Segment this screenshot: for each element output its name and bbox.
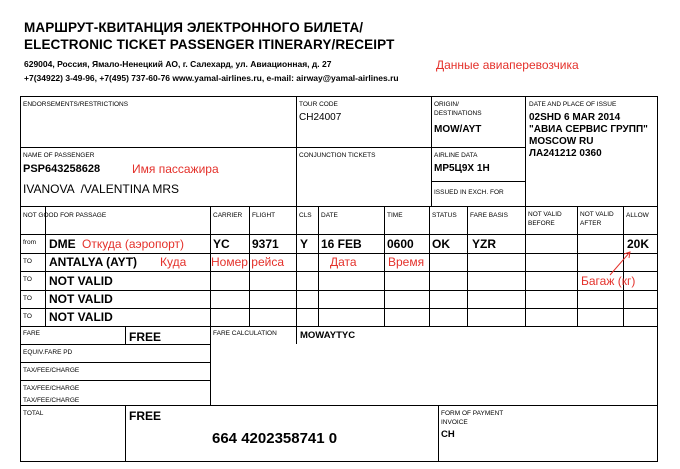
annotation-passenger: Имя пассажира [132,162,219,176]
fare-calculation-label: FARE CALCULATION [213,330,277,337]
carrier-label: CARRIER [213,212,243,219]
not-valid-before-label-1: NOT VALID [528,211,562,218]
flight-label: FLIGHT [252,212,276,219]
booking-class: Y [300,237,309,251]
endorsements-label: ENDORSEMENTS/RESTRICTIONS [23,101,129,108]
annotation-destination: Куда [160,255,187,269]
to-label-2: TO [23,276,32,283]
annotation-date: Дата [330,255,357,269]
fare-basis-label: FARE BASIS [470,212,508,219]
total-value: FREE [129,409,162,423]
tax-label-3: TAX/FEE/CHARGE [23,397,80,404]
passenger-id: PSP643258628 [23,163,101,175]
issued-in-exch-label: ISSUED IN EXCH. FOR [434,189,504,196]
annotation-time: Время [388,255,425,269]
from-label: from [23,239,36,246]
not-valid-before-label-2: BEFORE [528,220,555,227]
flight-date: 16 FEB [321,237,362,251]
annotation-flight: Номер рейса [211,255,284,269]
to-label-3: TO [23,295,32,302]
to-label-4: TO [23,313,32,320]
fare-value: FREE [129,330,162,344]
tax-label-2: TAX/FEE/CHARGE [23,385,80,392]
annotation-carrier-data: Данные авиаперевозчика [436,58,579,72]
not-valid-row: NOT VALID [49,292,113,306]
not-valid-row: NOT VALID [49,310,113,324]
payment-value: CH [441,429,455,440]
date-place-issue-label: DATE AND PLACE OF ISSUE [529,101,617,108]
flight-time: 0600 [387,237,414,251]
carrier-address: 629004, Россия, Ямало-Ненецкий АО, г. Салехард, ул. Авиационная, д. 27 [24,59,332,69]
title-en: ELECTRONIC TICKET PASSENGER ITINERARY/RECEIPT [24,37,395,52]
destination-airport: ANTALYA (AYT) [49,255,138,269]
conjunction-label: CONJUNCTION TICKETS [299,152,376,159]
status-label: STATUS [432,212,457,219]
origin-airport: DME [49,237,76,251]
tour-code-label: TOUR CODE [299,101,338,108]
issue-line-3: MOSCOW RU [529,136,594,147]
carrier-contacts: +7(34922) 3-49-96, +7(495) 737-60-76 www.yamal-airlines.ru, e-mail: airway@yamal-airlines.ru [24,73,399,83]
origin-label-2: DESTINATIONS [434,110,482,117]
tax-label-1: TAX/FEE/CHARGE [23,367,80,374]
fare-calculation-value: MOWAYTYC [300,330,356,341]
title-ru: МАРШРУТ-КВИТАНЦИЯ ЭЛЕКТРОННОГО БИЛЕТА/ [24,20,364,35]
not-valid-after-label-2: AFTER [580,220,602,227]
tour-code-value: CH24007 [299,112,342,123]
annotation-origin: Откуда (аэропорт) [82,237,185,251]
fare-label: FARE [23,330,40,337]
equiv-fare-label: EQUIV.FARE PD [23,349,73,356]
ticket-number: 664 4202358741 0 [212,430,338,447]
passenger-name-label: NAME OF PASSENGER [23,152,95,159]
issue-details [529,112,648,160]
not-valid-after-label-1: NOT VALID [580,211,614,218]
annotation-arrow-icon [600,246,640,278]
invoice-label: INVOICE [441,419,468,426]
flight-number: 9371 [252,237,279,251]
time-label: TIME [387,212,403,219]
fare-basis: YZR [472,237,496,251]
date-label: DATE [321,212,338,219]
booking-status: OK [432,237,450,251]
not-valid-row: NOT VALID [49,274,113,288]
origin-destination-value: MOW/AYT [434,124,482,135]
airline-data-label: AIRLINE DATA [434,152,478,159]
baggage-allowance: 20K [627,237,650,251]
annotation-baggage: Багаж (кг) [581,274,636,288]
airline-data-value: MP5Ц9X 1H [434,163,490,174]
allow-label: ALLOW [626,212,649,219]
cls-label: CLS [299,212,312,219]
not-good-label: NOT GOOD FOR PASSAGE [23,212,107,219]
origin-label-1: ORIGIN/ [434,101,459,108]
carrier-code: YC [213,237,230,251]
issue-line-1: 02SHD 6 MAR 2014 [529,112,621,123]
to-label-1: TO [23,258,32,265]
issue-line-4: ЛА241212 0360 [529,148,602,159]
total-label: TOTAL [23,410,44,417]
passenger-name: IVANOVA /VALENTINA MRS [23,182,180,196]
form-of-payment-label: FORM OF PAYMENT [441,410,504,417]
issue-line-2: "АВИА СЕРВИС ГРУПП" [529,124,648,135]
